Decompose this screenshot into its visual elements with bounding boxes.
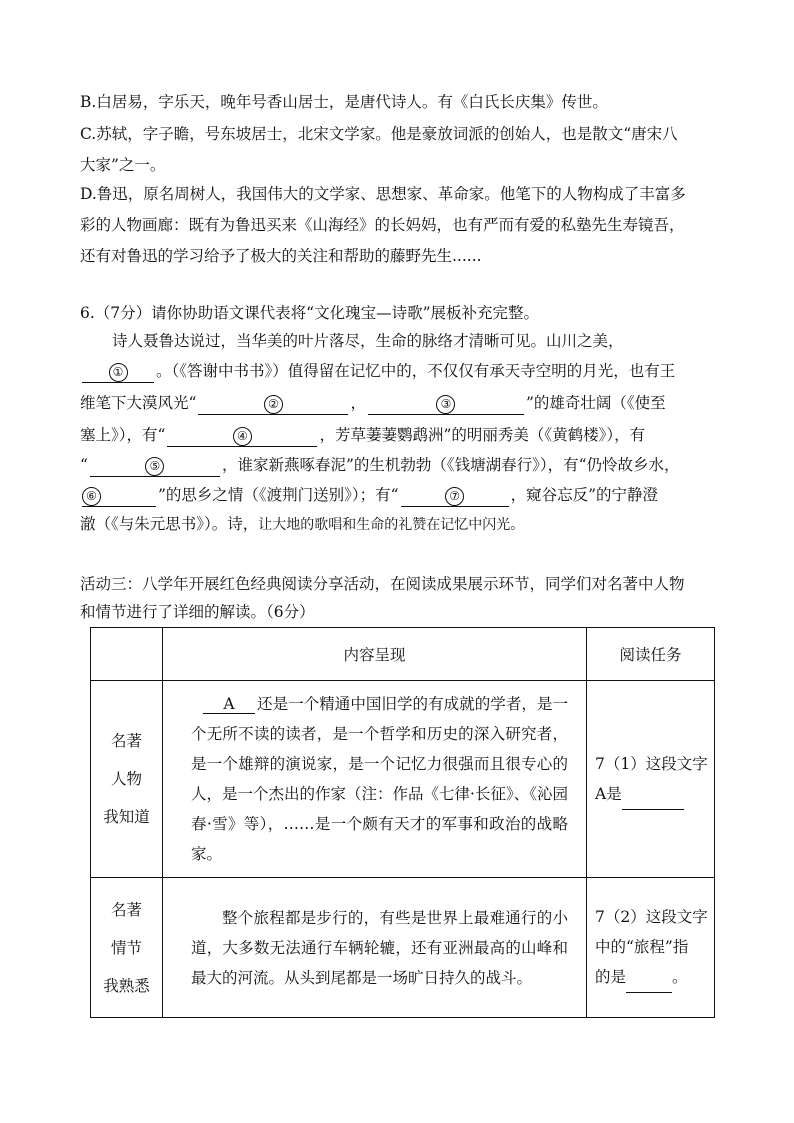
blank-3[interactable]: ③ xyxy=(368,394,524,415)
table-row xyxy=(91,681,715,878)
task-7-1: 7（1）这段文字 A是 xyxy=(587,681,715,878)
option-c-line1: C.苏轼，字子瞻，号东坡居士，北宋文学家。他是豪放词派的创始人，也是散文“唐宋八 xyxy=(80,125,678,143)
blank-5[interactable]: ⑤ xyxy=(90,456,220,477)
question-6-line5: “ ⑤ ，谁家新燕啄春泥”的生机勃勃（《钱塘湖春行》），有“仍怜故乡水， xyxy=(80,455,680,477)
blank-6[interactable]: ⑥ xyxy=(82,486,156,507)
header-task: 阅读任务 xyxy=(587,628,715,681)
blank-a[interactable]: A xyxy=(203,695,255,714)
answer-7-1-blank[interactable] xyxy=(622,779,684,810)
question-6-line2: ① 。（《答谢中书书》）值得留在记忆中的，不仅仅有承天寺空明的月光，也有王 xyxy=(80,361,675,383)
question-6-line6: ⑥ ”的思乡之情（《渡荆门送别》）；有“ ⑦ ，窥谷忘反”的宁静澄 xyxy=(80,485,658,507)
blank-7[interactable]: ⑦ xyxy=(401,486,509,507)
activity-3-line1: 活动三：八学年开展红色经典阅读分享活动，在阅读成果展示环节，同学们对名著中人物 xyxy=(80,575,685,593)
option-d-line1: D.鲁迅，原名周树人，我国伟大的文学家、思想家、革命家。他笔下的人物构成了丰富多 xyxy=(80,185,686,203)
option-b: B.白居易，字乐天，晚年号香山居士，是唐代诗人。有《白氏长庆集》传世。 xyxy=(80,93,608,111)
row-label-plot: 名著 情节 我熟悉 xyxy=(91,878,163,1018)
task-7-2: 7（2）这段文字 中的“旅程”指 的是 。 xyxy=(587,878,715,1018)
blank-2[interactable]: ② xyxy=(198,394,348,415)
blank-4[interactable]: ④ xyxy=(167,426,317,447)
activity-3-line2: 和情节进行了详细的解读。（6分） xyxy=(80,603,315,621)
question-6-heading: 6.（7分）请你协助语文课代表将“文化瑰宝—诗歌”展板补充完整。 xyxy=(80,304,540,322)
content-plot: 整个旅程都是步行的，有些是世界上最难通行的小道，大多数无法通行车辆轮辘，还有亚洲最高的山峰和最大的河流。从头到尾都是一场旷日持久的战斗。 xyxy=(163,878,587,1018)
option-d-line2: 彩的人物画廊：既有为鲁迅买来《山海经》的长妈妈，也有严而有爱的私塾先生寿镜吾， xyxy=(80,216,685,234)
option-d-line3: 还有对鲁迅的学习给予了极大的关注和帮助的藤野先生...... xyxy=(80,247,482,265)
blank-1[interactable]: ① xyxy=(82,362,154,383)
question-6-line4: 塞上》），有“ ④ ，芳草萋萋鹦鹉洲”的明丽秀美（《黄鹤楼》），有 xyxy=(80,425,645,447)
option-c-line2: 大家”之一。 xyxy=(80,156,166,174)
row-label-characters: 名著 人物 我知道 xyxy=(91,681,163,878)
answer-7-2-blank[interactable] xyxy=(626,962,672,993)
header-content: 内容呈现 xyxy=(163,628,587,681)
handwritten-answer: 让大地的歌唱和生命的礼赞在记忆中闪光。 xyxy=(258,517,525,533)
reading-task-table xyxy=(90,627,715,1018)
question-6-line7: 澈（《与朱元思书》）。诗，让大地的歌唱和生命的礼赞在记忆中闪光。 xyxy=(80,515,525,533)
content-characters: A 还是一个精通中国旧学的有成就的学者，是一个无所不读的读者，是一个哲学和历史的深入研究者，是一个雄辩的演说家，是一个记忆力很强而且很专心的人，是一个杰出的作家（注：作品《七律·长征》、《沁园春·雪》等），……是一个颇有天才的军事和政治的战略家。 xyxy=(163,681,587,878)
header-empty-cell xyxy=(91,628,163,681)
table-header-row xyxy=(91,628,715,681)
question-6-line3: 维笔下大漠风光“ ② ， ③ ”的雄奇壮阔（《使至 xyxy=(80,393,666,415)
question-6-line1: 诗人聂鲁达说过，当华美的叶片落尽，生命的脉络才清晰可见。山川之美， xyxy=(112,332,624,350)
table-row xyxy=(91,878,715,1018)
